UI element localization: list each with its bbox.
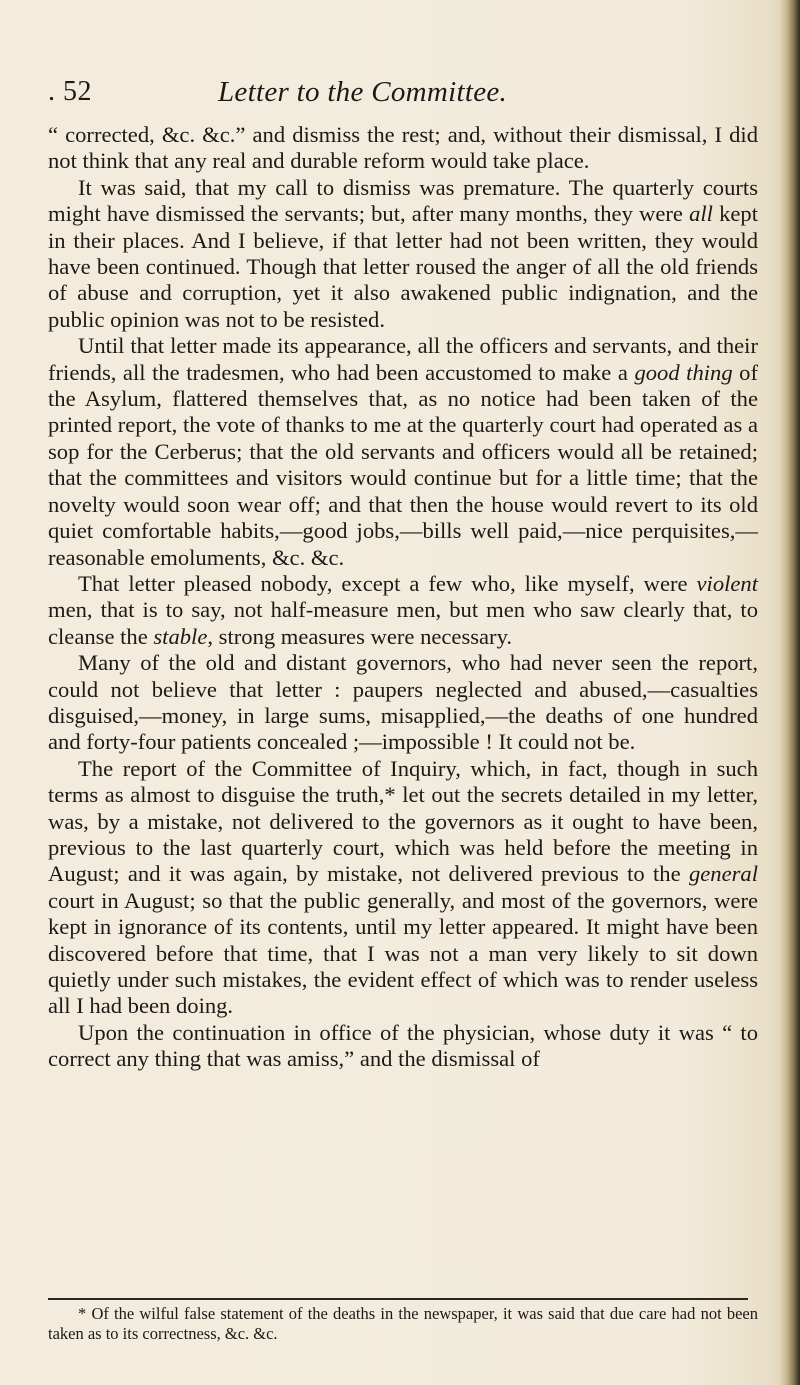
page-binding-edge xyxy=(778,0,800,1385)
paragraph-7: Upon the continuation in office of the physician, whose duty it was “ to correct any thing that was amiss,” and the dismissal of xyxy=(48,1019,758,1072)
paragraph-3: Until that letter made its appearance, all the officers and servants, and their friends, all the tradesmen, who had been accustomed to make a good thing of the Asylum, flattered themselves that, as no notice had been taken of the printed report, the vote of thanks to me at the quarterly court had operated as a sop for the Cerberus; that the old servants and officers would all be retained; that the committees and visitors would continue but for a little time; that the novelty would soon wear off; and that then the house would revert to its old quiet comfortable habits,—good jobs,—bills well paid,—nice perquisites,—reasonable emoluments, &c. &c. xyxy=(48,333,758,570)
paragraph-2: It was said, that my call to dismiss was premature. The quarterly courts might have dismissed the servants; but, after many months, they were all kept in their places. And I believe, if that letter had not been written, they would have been continued. Though that letter roused the anger of all the old friends of abuse and corruption, yet it also awakened public indignation, and the public opinion was not to be resisted. xyxy=(48,174,758,332)
running-head xyxy=(48,76,748,116)
running-title: Letter to the Committee. xyxy=(218,76,508,108)
main-text xyxy=(48,122,758,1073)
paragraph-6: The report of the Committee of Inquiry, which, in fact, though in such terms as almost to disguise the truth,* let out the secrets detailed in my letter, was, by a mistake, not delivered to the governors as it ought to have been, previous to the last quarterly court, which was held before the meeting in August; and it was again, by mistake, not delivered previous to the general court in August; so that the public generally, and most of the governors, were kept in ignorance of its contents, until my letter appeared. It might have been discovered before that time, that I was not a man very likely to sit down quietly under such mistakes, the evident effect of which was to render useless all I had been doing. xyxy=(48,755,758,1019)
footnote-rule xyxy=(48,1298,748,1300)
paragraph-5: Many of the old and distant governors, who had never seen the report, could not believe that letter : paupers neglected and abused,—casualties disguised,—money, in large sums, misapplied,—the deaths of one hundred and forty-four patients concealed ;—impossible ! It could not be. xyxy=(48,650,758,755)
footnote-text: * Of the wilful false statement of the deaths in the newspaper, it was said that due care had not been taken as to its correctness, &c. &c. xyxy=(48,1304,758,1343)
page-number: . 52 xyxy=(48,76,92,107)
paragraph-1: “ corrected, &c. &c.” and dismiss the rest; and, without their dismissal, I did not think that any real and durable reform would take place. xyxy=(48,122,758,174)
footnote xyxy=(48,1304,758,1344)
paragraph-4: That letter pleased nobody, except a few who, like myself, were violent men, that is to say, not half-measure men, but men who saw clearly that, to cleanse the stable, strong measures were necessary. xyxy=(48,570,758,649)
